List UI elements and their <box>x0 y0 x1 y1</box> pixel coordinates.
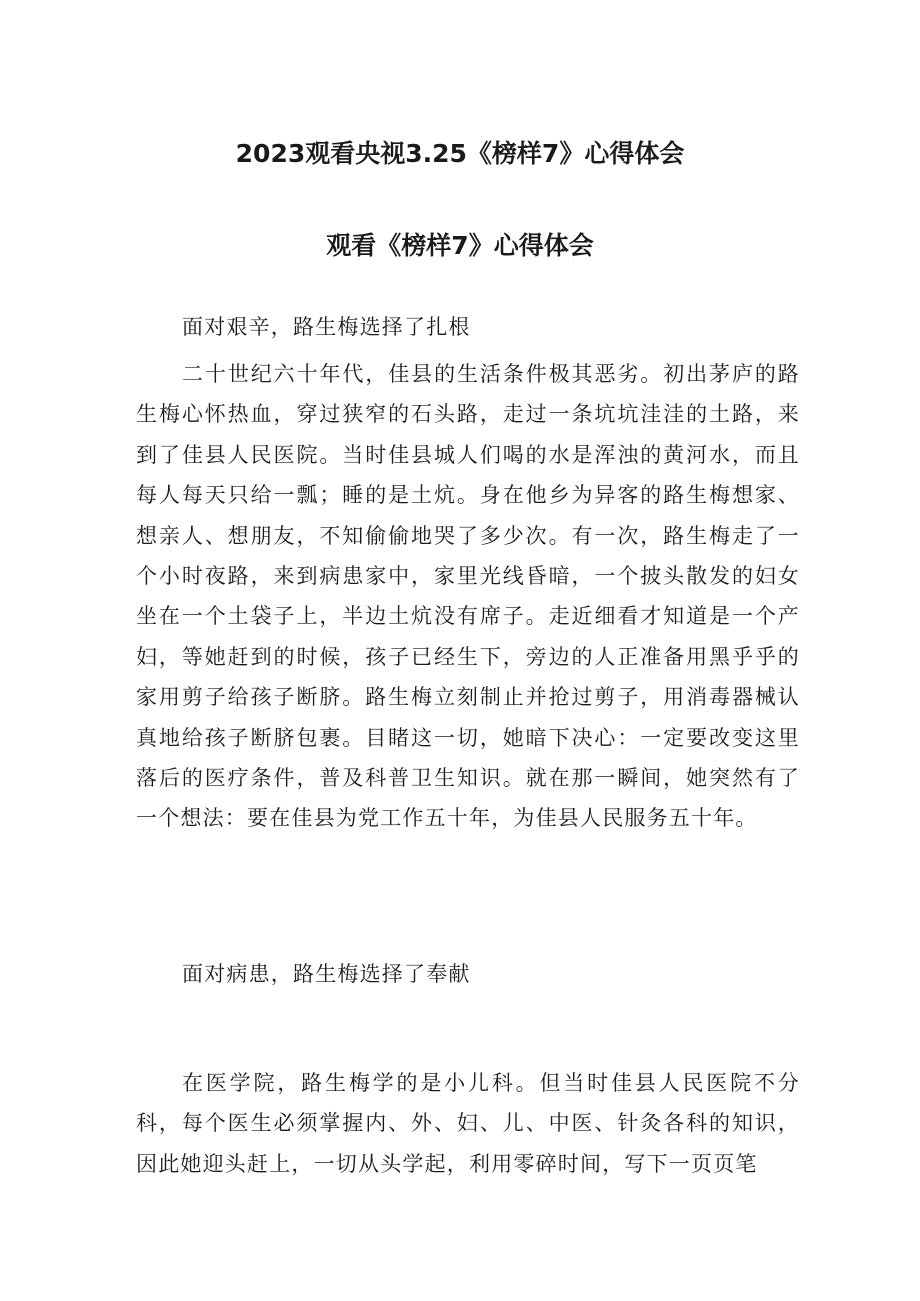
section-paragraph-1: 二十世纪六十年代，佳县的生活条件极其恶劣。初出茅庐的路生梅心怀热血，穿过狭窄的石头路，走过一条坑坑洼洼的土路，来到了佳县人民医院。当时佳县城人们喝的水是浑浊的黄河水，而且每人每天只给一瓢；睡的是土炕。身在他乡为异客的路生梅想家、想亲人、想朋友，不知偷偷地哭了多少次。有一次，路生梅走了一个小时夜路，来到病患家中，家里光线昏暗，一个披头散发的妇女坐在一个土袋子上，半边土炕没有席子。走近细看才知道是一个产妇，等她赶到的时候，孩子已经生下，旁边的人正准备用黑乎乎的家用剪子给孩子断脐。路生梅立刻制止并抢过剪子，用消毒器械认真地给孩子断脐包裹。目睹这一切，她暗下决心：一定要改变这里落后的医疗条件，普及科普卫生知识。就在那一瞬间，她突然有了一个想法：要在佳县为党工作五十年，为佳县人民服务五十年。 <box>136 362 800 831</box>
document-title: 2023观看央视3.25《榜样7》心得体会 <box>235 139 685 168</box>
section-heading-2: 面对病患，路生梅选择了奉献 <box>182 962 471 986</box>
document-subtitle: 观看《榜样7》心得体会 <box>326 231 594 260</box>
section-paragraph-2: 在医学院，路生梅学的是小儿科。但当时佳县人民医院不分科，每个医生必须掌握内、外、妇、儿、中医、针灸各科的知识，因此她迎头赶上，一切从头学起，利用零碎时间，写下一页页笔 <box>136 1071 800 1176</box>
section-heading-1: 面对艰辛，路生梅选择了扎根 <box>182 315 471 339</box>
